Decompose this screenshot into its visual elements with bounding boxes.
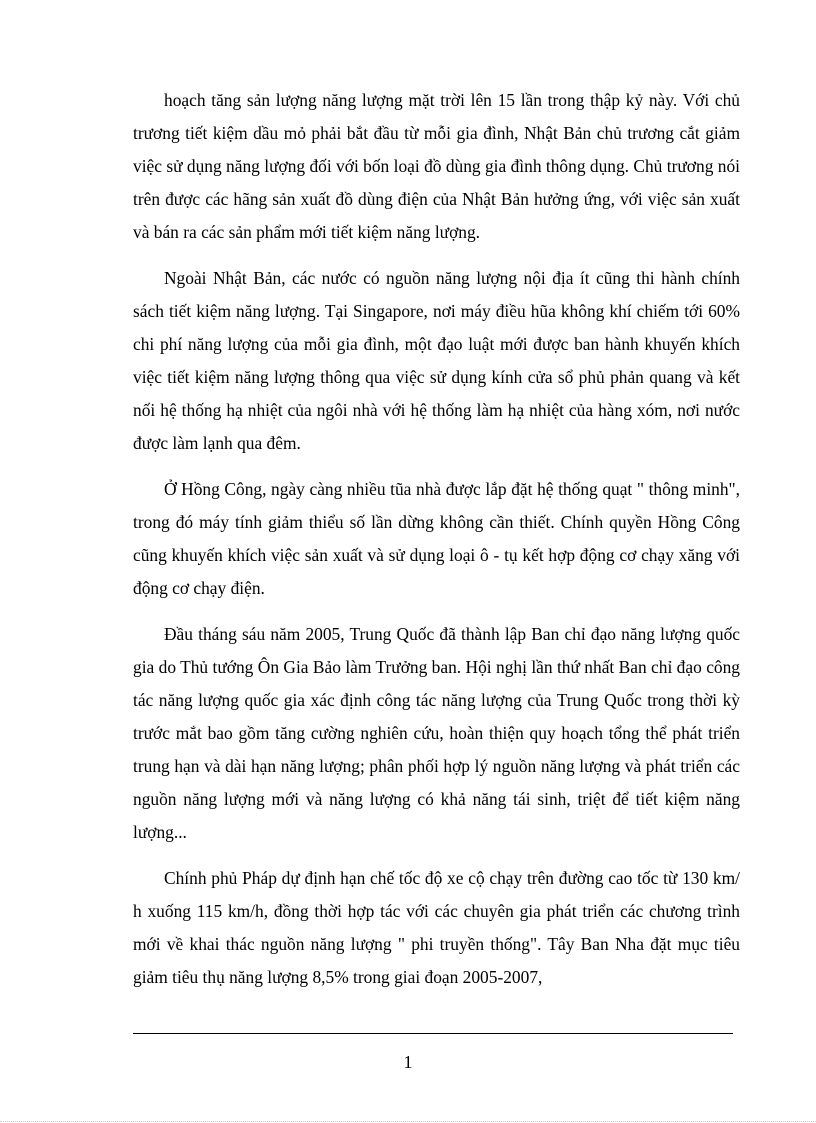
document-body [133, 84, 740, 1007]
page-bottom-edge [0, 1121, 816, 1122]
footer-divider [133, 1033, 733, 1034]
paragraph-hong-kong: Ở Hồng Công, ngày càng nhiều tũa nhà được lắp đặt hệ thống quạt " thông minh", trong đó máy tính giảm thiểu số lần dừng không cần thiết. Chính quyền Hồng Công cũng khuyến khích việc sản xuất và sử dụng loại ô - tụ kết hợp động cơ chạy xăng với động cơ chạy điện. [133, 479, 740, 598]
paragraph-singapore: Ngoài Nhật Bản, các nước có nguồn năng lượng nội địa ít cũng thi hành chính sách tiết kiệm năng lượng. Tại Singapore, nơi máy điều hũa không khí chiếm tới 60% chi phí năng lượng của mỗi gia đình, một đạo luật mới được ban hành khuyến khích việc tiết kiệm năng lượng thông qua việc sử dụng kính cửa sổ phủ phản quang và kết nối hệ thống hạ nhiệt của ngôi nhà với hệ thống làm hạ nhiệt của hàng xóm, nơi nước được làm lạnh qua đêm. [133, 268, 740, 453]
paragraph-china: Đầu tháng sáu năm 2005, Trung Quốc đã thành lập Ban chỉ đạo năng lượng quốc gia do Thủ tướng Ôn Gia Bảo làm Trưởng ban. Hội nghị lần thứ nhất Ban chỉ đạo công tác năng lượng quốc gia xác định công tác năng lượng của Trung Quốc trong thời kỳ trước mắt bao gồm tăng cường nghiên cứu, hoàn thiện quy hoạch tổng thể phát triển trung hạn và dài hạn năng lượng; phân phối hợp lý nguồn năng lượng và phát triển các nguồn năng lượng mới và năng lượng có khả năng tái sinh, triệt để tiết kiệm năng lượng... [133, 624, 740, 842]
page-number: 1 [403, 1052, 413, 1072]
paragraph-japan-solar: hoạch tăng sản lượng năng lượng mặt trời lên 15 lần trong thập kỷ này. Với chủ trương tiết kiệm dầu mỏ phải bắt đầu từ mỗi gia đình, Nhật Bản chủ trương cắt giảm việc sử dụng năng lượng đối với bốn loại đồ dùng gia đình thông dụng. Chủ trương nói trên được các hãng sản xuất đồ dùng điện của Nhật Bản hưởng ứng, với việc sản xuất và bán ra các sản phẩm mới tiết kiệm năng lượng. [133, 90, 740, 242]
paragraph-france-spain: Chính phủ Pháp dự định hạn chế tốc độ xe cộ chạy trên đường cao tốc từ 130 km/ h xuống 115 km/h, đồng thời hợp tác với các chuyên gia phát triển các chương trình mới về khai thác nguồn năng lượng " phi truyền thống". Tây Ban Nha đặt mục tiêu giảm tiêu thụ năng lượng 8,5% trong giai đoạn 2005-2007, [133, 868, 740, 987]
